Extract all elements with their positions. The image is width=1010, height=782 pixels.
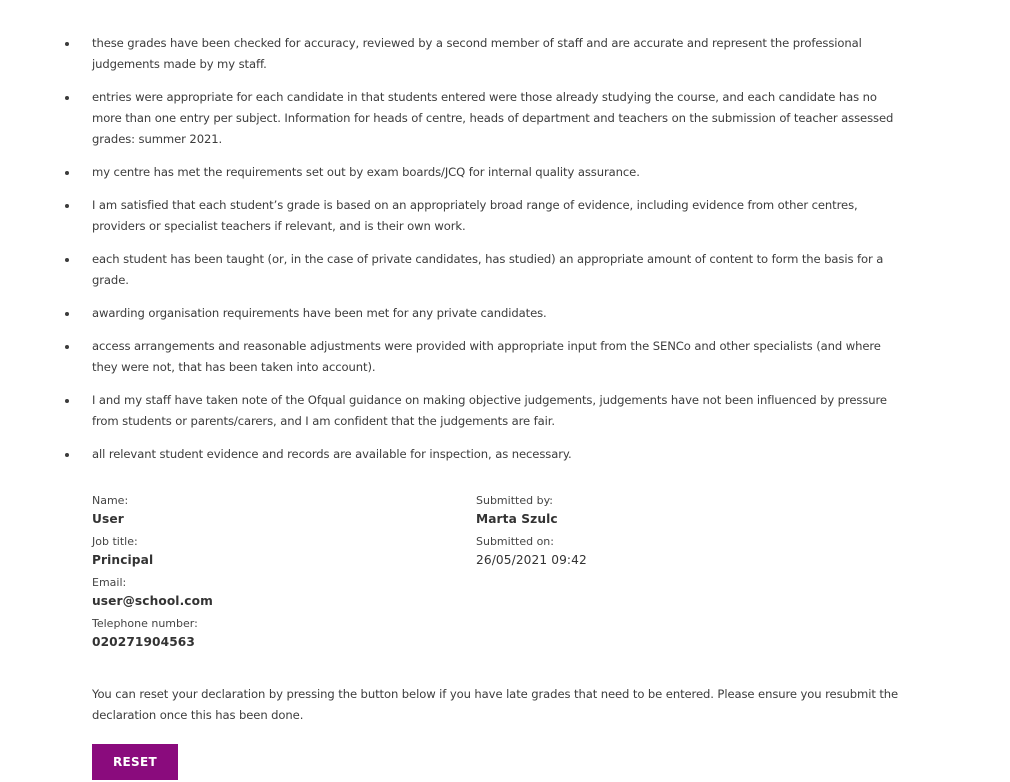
submitted-on-value: 26/05/2021 09:42 — [476, 553, 587, 567]
submitted-on-field — [476, 534, 587, 570]
job-title-field — [92, 534, 213, 570]
submission-details — [476, 493, 587, 575]
declaration-item-evidence-available: all relevant student evidence and records are available for inspection, as necessary. — [0, 444, 682, 465]
job-title-value: Principal — [92, 553, 154, 567]
declaration-item-checked-accuracy: these grades have been checked for accuracy, reviewed by a second member of staff and are accurate and represent the professional judgements made by my staff. — [0, 33, 1010, 75]
declaration-item-appropriate-entries: entries were appropriate for each candidate in that students entered were those already studying the course, and each candidate has no more than one entry per subject. Information for heads of centre, heads of department and teachers on the submission of teacher assessed grades: summer 2021. — [0, 87, 1010, 150]
submitted-by-label: Submitted by: — [476, 494, 553, 507]
name-value: User — [92, 512, 124, 526]
telephone-label: Telephone number: — [92, 617, 198, 630]
email-label: Email: — [92, 576, 127, 589]
reset-note: You can reset your declaration by pressing the button below if you have late grades that need to be entered. Please ensure you resubmit the declaration once this has been done. — [92, 687, 899, 722]
declaration-item-private-candidates: awarding organisation requirements have been met for any private candidates. — [0, 303, 657, 324]
submitted-on-label: Submitted on: — [476, 535, 554, 548]
telephone-field — [92, 616, 213, 652]
declaration-item-quality-assurance: my centre has met the requirements set out by exam boards/JCQ for internal quality assurance. — [0, 162, 750, 183]
declaration-item-broad-evidence: I am satisfied that each student’s grade is based on an appropriately broad range of evidence, including evidence from other centres, providers or specialist teachers if relevant, and is their own work. — [0, 195, 1010, 237]
reset-button[interactable]: RESET — [92, 744, 178, 780]
job-title-label: Job title: — [92, 535, 138, 548]
email-value: user@school.com — [92, 594, 213, 608]
name-label: Name: — [92, 494, 129, 507]
submitted-by-field — [476, 493, 587, 529]
declaration-item-ofqual-guidance: I and my staff have taken note of the Ofqual guidance on making objective judgements, judgements have not been influenced by pressure from students or parents/carers, and I am confident that the judgements are fair. — [0, 390, 1010, 432]
email-field — [92, 575, 213, 611]
declaration-item-content-taught: each student has been taught (or, in the case of private candidates, has studied) an appropriate amount of content to form the basis for a grade. — [0, 249, 1010, 291]
telephone-value: 020271904563 — [92, 635, 195, 649]
submitted-by-value: Marta Szulc — [476, 512, 558, 526]
declaration-item-access-arrangements: access arrangements and reasonable adjustments were provided with appropriate input from the SENCo and other specialists (and where they were not, that has been taken into account). — [0, 336, 1010, 378]
declarant-details — [92, 493, 213, 657]
name-field — [92, 493, 213, 529]
